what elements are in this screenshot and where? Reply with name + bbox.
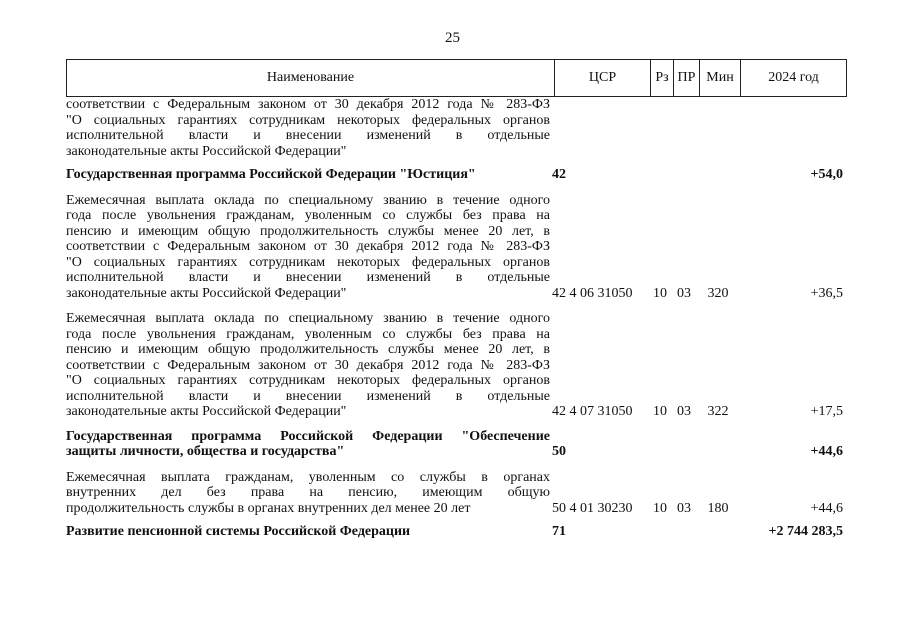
- row-csr: 42 4 07 31050: [552, 404, 633, 419]
- row-line: года после увольнения гражданам, уволенным со службы без права на: [66, 326, 550, 342]
- row-rz: [648, 444, 672, 460]
- row-name: [66, 429, 550, 460]
- row-rz: [648, 167, 672, 183]
- row-value: +17,5: [810, 404, 843, 419]
- row-rz: 10: [653, 500, 667, 516]
- row-rz: 10: [653, 285, 667, 301]
- row-pr: [672, 167, 696, 183]
- row-line: законодательные акты Российской Федерации": [66, 143, 347, 159]
- row-name: [66, 524, 550, 540]
- header-year: 2024 год: [768, 70, 819, 85]
- row-line: пенсию и имеющим общую продолжительность службы менее 20 лет, в: [66, 342, 550, 357]
- row-codes: [552, 404, 847, 420]
- row-line: "О социальных гарантиях сотрудникам некоторых федеральных органов: [66, 373, 550, 388]
- row-codes: [552, 167, 847, 183]
- row-line: исполнительной власти и внесении изменений в отдельные: [66, 128, 550, 143]
- row-name: [66, 470, 550, 517]
- row-value: +44,6: [810, 444, 843, 459]
- table-row: [66, 193, 847, 302]
- row-line: Ежемесячная выплата гражданам, уволенным со службы в органах: [66, 469, 550, 485]
- row-line: пенсию и имеющим общую продолжительность службы менее 20 лет, в: [66, 223, 550, 239]
- row-csr: 42 4 06 31050: [552, 285, 633, 301]
- row-name: [66, 193, 550, 302]
- row-name: [66, 97, 550, 159]
- row-min: 180: [707, 500, 729, 516]
- row-line: Государственная программа Российской Федерации "Обеспечение: [66, 428, 550, 444]
- table-row: [66, 97, 847, 159]
- row-line: Развитие пенсионной системы Российской Федерации: [66, 524, 411, 539]
- row-line: исполнительной власти и внесении изменений в отдельные: [66, 270, 550, 285]
- table-row: [66, 470, 847, 517]
- row-line: законодательные акты Российской Федерации": [66, 404, 347, 419]
- row-line: соответствии с Федеральным законом от 30 декабря 2012 года № 283-ФЗ: [66, 239, 550, 254]
- row-value: +44,6: [810, 500, 843, 516]
- row-rz: 10: [653, 404, 667, 419]
- row-pr: [672, 444, 696, 460]
- row-csr: 50: [552, 444, 566, 459]
- row-min: 322: [707, 404, 729, 419]
- row-line: года после увольнения гражданам, уволенным со службы без права на: [66, 208, 550, 223]
- row-min: [696, 167, 740, 183]
- row-pr: 03: [677, 285, 691, 301]
- row-line: "О социальных гарантиях сотрудникам некоторых федеральных органов: [66, 112, 550, 128]
- row-rz: [648, 524, 672, 540]
- row-line: внутренних дел без права на пенсию, имеющим общую: [66, 485, 550, 500]
- row-name: [66, 311, 550, 420]
- row-value: +2 744 283,5: [768, 524, 843, 539]
- row-pr: [672, 524, 696, 540]
- row-value: +54,0: [810, 167, 843, 182]
- header-name: Наименование: [67, 60, 555, 96]
- table-row: [66, 167, 847, 183]
- row-value: +36,5: [810, 285, 843, 301]
- page-number: 25: [445, 30, 460, 46]
- row-min: [696, 444, 740, 460]
- row-codes: [552, 501, 847, 517]
- row-name: [66, 167, 550, 183]
- row-line: защиты личности, общества и государства": [66, 444, 345, 459]
- row-csr: 71: [552, 524, 566, 539]
- row-min: [696, 524, 740, 540]
- header-rz: Рз: [651, 60, 674, 96]
- row-line: Ежемесячная выплата оклада по специальному званию в течение одного: [66, 192, 550, 208]
- row-line: Ежемесячная выплата оклада по специальному званию в течение одного: [66, 311, 550, 326]
- table-header: [66, 59, 847, 97]
- row-pr: 03: [677, 500, 691, 516]
- row-line: Государственная программа Российской Федерации "Юстиция": [66, 167, 476, 182]
- header-pr: ПР: [674, 60, 700, 96]
- row-csr: 50 4 01 30230: [552, 500, 633, 516]
- table-row: [66, 311, 847, 420]
- table-row: [66, 524, 847, 540]
- row-line: "О социальных гарантиях сотрудникам некоторых федеральных органов: [66, 254, 550, 270]
- row-pr: 03: [677, 404, 691, 419]
- table-row: [66, 429, 847, 460]
- row-codes: [552, 444, 847, 460]
- row-csr: 42: [552, 167, 566, 182]
- header-min: Мин: [700, 60, 741, 96]
- row-line: соответствии с Федеральным законом от 30 декабря 2012 года № 283-ФЗ: [66, 357, 550, 373]
- row-line: продолжительность службы в органах внутренних дел менее 20 лет: [66, 500, 471, 516]
- row-line: соответствии с Федеральным законом от 30 декабря 2012 года № 283-ФЗ: [66, 97, 550, 112]
- table-body: [66, 97, 847, 540]
- row-codes: [552, 286, 847, 302]
- header-csr: ЦСР: [555, 60, 651, 96]
- row-line: исполнительной власти и внесении изменений в отдельные: [66, 388, 550, 404]
- row-codes: [552, 524, 847, 540]
- row-line: законодательные акты Российской Федерации": [66, 285, 347, 301]
- row-min: 320: [707, 285, 729, 301]
